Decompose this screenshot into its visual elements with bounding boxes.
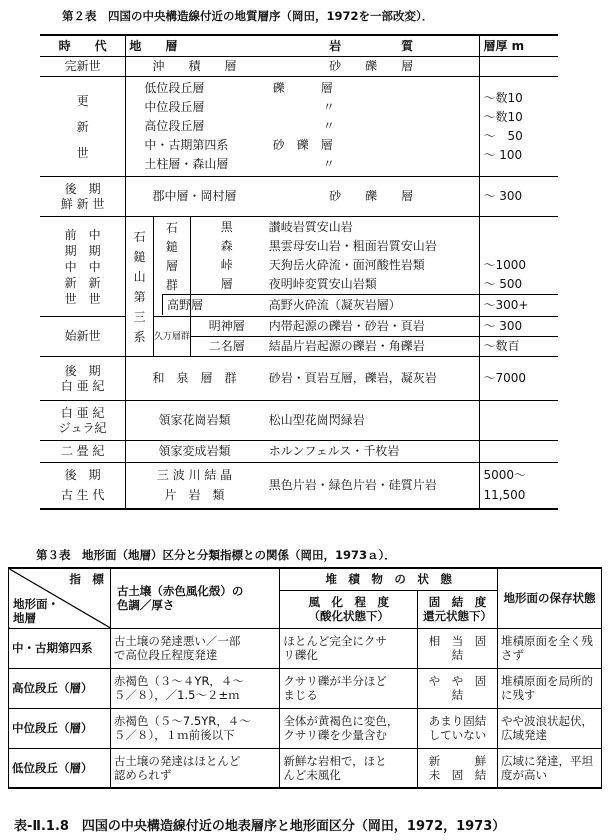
rock-line: 礫 層	[272, 81, 333, 95]
rock-line: 砂 礫 層	[272, 138, 333, 152]
rock-line: 〃	[322, 100, 335, 114]
table-row	[40, 177, 558, 217]
thickness-line: 〜 500	[483, 277, 523, 291]
group-char: 鎚	[165, 240, 178, 254]
paleosol-cell: 赤褐色（５〜7.5YR，４〜 ５／８），１ｍ前後以下	[110, 708, 279, 748]
era-cell	[40, 463, 126, 509]
group-char: 石	[133, 229, 146, 244]
consolidation-header: 固 結 度 還元状態下）	[418, 590, 498, 628]
header-era: 時 代	[40, 35, 126, 57]
thickness-cell	[480, 401, 558, 441]
header-rock: 岩 質	[263, 35, 480, 57]
era-char: 新	[76, 119, 89, 134]
consolidation-cell: や や 固 結	[418, 668, 498, 708]
era-char: 世	[76, 145, 89, 160]
stratum-cell	[126, 77, 263, 177]
rock-line: 内帯起源の礫岩・砂岩・頁岩	[268, 319, 425, 333]
corner-header	[9, 568, 111, 628]
thickness-line: 〜数百	[480, 336, 558, 356]
thickness-line: 〜1000	[483, 258, 526, 272]
era-line: 古 生 代	[60, 488, 105, 503]
stratum-line: 高位段丘層	[144, 119, 205, 133]
stratum-line: 高野層	[162, 294, 263, 315]
stratum-cell: 領家花崗岩類	[126, 401, 263, 441]
stratum-cell: 沖 積 層	[126, 57, 263, 77]
table-header-row	[9, 568, 602, 590]
table-row	[9, 708, 602, 748]
era-line: 期 期	[64, 243, 101, 258]
stratum-char: 層	[220, 277, 233, 291]
era-cell: 始新世	[40, 317, 126, 357]
thickness-cell	[480, 57, 558, 77]
table-row	[9, 628, 602, 668]
group-char: 群	[165, 278, 178, 292]
group-char: 三	[133, 309, 146, 324]
paleosol-header: 古土壌（赤色風化殻）の 色調／厚さ	[110, 568, 279, 628]
weathering-cell: ほとんど完全にクサ リ礫化	[280, 628, 418, 668]
stratum-line: 土柱層・森山層	[144, 157, 229, 171]
paleosol-cell: 古土壌の発達悪い／一部 で高位段丘程度発達	[110, 628, 279, 668]
consolidation-cell: 相 当 固 結	[418, 628, 498, 668]
group-char: 系	[133, 329, 146, 344]
thickness-line: 〜数10	[483, 90, 523, 105]
stratum-char: 黒	[220, 220, 233, 234]
table-row	[40, 317, 558, 357]
group-char: 第	[133, 289, 146, 304]
surface-cell: 中位段丘（層）	[9, 708, 111, 748]
rock-cell	[263, 317, 480, 357]
table-row	[40, 357, 558, 401]
era-line: ジュラ紀	[58, 420, 107, 435]
stratum-char: 森	[220, 239, 233, 253]
era-line: 白 亜 紀	[60, 405, 105, 420]
stratum-char: 峠	[220, 258, 233, 272]
consolidation-cell: あまり固結 していない	[418, 708, 498, 748]
preservation-cell: 堆積原面を全く残 さず	[497, 628, 601, 668]
rock-line: 高野火砕流（凝灰岩層）	[263, 294, 480, 315]
header-thickness: 層厚 m	[480, 35, 558, 57]
stratum-cell: 郡中層・岡村層	[126, 177, 263, 217]
preservation-cell: 広域に発達，平坦 度が高い	[497, 748, 601, 788]
era-cell	[40, 77, 126, 177]
deposit-header: 堆 積 物 の 状 態	[280, 568, 498, 590]
paleosol-cell: 赤褐色（３〜４YR，４〜 ５／８），／1.5〜２±ｍ	[110, 668, 279, 708]
thickness-cell	[480, 77, 558, 177]
stratum-line: 中位段丘層	[144, 100, 205, 114]
rock-line: 天狗岳火砕流・面河酸性岩類	[268, 258, 425, 272]
thickness-cell: 〜 300	[480, 177, 558, 217]
rock-cell	[263, 217, 480, 317]
stratum-line: 中・古期第四系	[144, 138, 229, 152]
table3-caption: 第３表 地形面（地層）区分と分類指標との関係（岡田，1973ａ）．	[36, 548, 396, 562]
rock-line: 〃	[322, 119, 335, 133]
stratum-cell	[190, 317, 262, 357]
preservation-header: 地形面の保存状態	[497, 568, 601, 628]
stratum-line: 片 岩 類	[164, 488, 225, 503]
preservation-cell: やや波浪状起伏， 広域発達	[497, 708, 601, 748]
stratum-cell: 和 泉 層 群	[126, 357, 263, 401]
rock-line: 夜明峠変質安山岩類	[268, 277, 377, 291]
rock-line: 黒雲母安山岩・粗面岩質安山岩	[268, 239, 437, 253]
rock-line: 讃岐岩質安山岩	[268, 220, 353, 234]
era-line: 後 期	[64, 468, 101, 483]
era-cell: 完新世	[40, 57, 126, 77]
table2-caption: 第２表 四国の中央構造線付近の地質層序（岡田，1972を一部改変）．	[62, 9, 434, 23]
table-header-row	[40, 35, 558, 57]
thickness-line: 〜 100	[483, 147, 523, 162]
era-cell: 二 畳 紀	[40, 441, 126, 463]
table-row	[40, 57, 558, 77]
index-label: 指 標	[69, 572, 104, 586]
rock-cell: ホルンフェルス・千枚岩	[263, 441, 480, 463]
surface-cell: 低位段丘（層）	[9, 748, 111, 788]
table-row	[40, 77, 558, 177]
thickness-cell	[480, 463, 558, 509]
figure-footer: 表-Ⅱ.1.8 四国の中央構造線付近の地表層序と地形面区分（岡田，1972，1973）	[14, 819, 506, 834]
kuma-group-cell: 久万層群	[153, 317, 190, 357]
surface-label: 地形面・ 地層	[13, 596, 59, 625]
surface-cell: 中・古期第四系	[9, 628, 111, 668]
stratum-cell	[166, 217, 262, 317]
table-row	[9, 668, 602, 708]
weathering-header: 風 化 程 度 （酸化状態下）	[280, 590, 418, 628]
era-cell	[40, 401, 126, 441]
stratum-line: 低位段丘層	[144, 81, 205, 95]
rock-cell	[263, 77, 480, 177]
stratum-line: 二名層	[191, 336, 263, 356]
rock-cell: 砂 礫 層	[263, 177, 480, 217]
era-cell	[40, 217, 126, 317]
rock-cell: 砂岩・頁岩互層，礫岩，凝灰岩	[263, 357, 480, 401]
stratum-line: 明神層	[208, 319, 245, 333]
era-line: 後 期	[64, 181, 101, 196]
ishizuchi-series-cell	[126, 217, 154, 357]
era-line: 白 亜 紀	[60, 378, 105, 393]
weathering-cell: 全体が黄褐色に変色， クサリ礫を少量含む	[280, 708, 418, 748]
rock-cell: 松山型花崗閃緑岩	[263, 401, 480, 441]
thickness-line: 〜 300	[483, 319, 523, 333]
era-line: 新 新	[64, 275, 101, 290]
rock-line: 結晶片岩起源の礫岩・角礫岩	[263, 336, 480, 356]
rock-line: 〃	[322, 157, 335, 171]
stratum-cell	[126, 463, 263, 509]
thickness-line: 〜300+	[480, 294, 558, 315]
era-line: 後 期	[64, 363, 101, 378]
table-row	[40, 401, 558, 441]
preservation-cell: 堆積原面を局所的 に残す	[497, 668, 601, 708]
landform-table	[8, 567, 602, 789]
thickness-line: 〜数10	[483, 109, 523, 124]
table-row	[40, 441, 558, 463]
table-row	[9, 748, 602, 788]
thickness-cell	[480, 217, 558, 317]
rock-cell: 砂 礫 層	[263, 57, 480, 77]
rock-cell: 黒色片岩・緑色片岩・硅質片岩	[263, 463, 480, 509]
thickness-cell	[480, 441, 558, 463]
table-row	[40, 463, 558, 509]
era-cell	[40, 357, 126, 401]
header-stratum: 地 層	[126, 35, 263, 57]
thickness-cell	[480, 317, 558, 357]
group-char: 層	[165, 259, 178, 273]
era-line: 前 中	[64, 227, 101, 242]
paleosol-cell: 古土壌の発達はほとんど 認められず	[110, 748, 279, 788]
consolidation-cell: 新 鮮 未 固 結	[418, 748, 498, 788]
era-line: 中 中	[64, 259, 101, 274]
thickness-line: 5000〜	[483, 468, 526, 483]
group-char: 鎚	[133, 249, 146, 264]
weathering-cell: 新鮮な岩相で，ほと んど未風化	[280, 748, 418, 788]
thickness-line: 〜 50	[483, 128, 523, 143]
era-line: 世 世	[64, 291, 101, 306]
surface-cell: 高位段丘（層）	[9, 668, 111, 708]
era-line: 鮮 新 世	[60, 196, 105, 211]
thickness-cell: 〜7000	[480, 357, 558, 401]
thickness-line: 11,500	[483, 488, 526, 503]
weathering-cell: クサリ礫が半分ほど まじる	[280, 668, 418, 708]
group-char: 石	[165, 221, 178, 235]
stratigraphy-table	[40, 34, 558, 510]
stratum-cell: 領家変成岩類	[126, 441, 263, 463]
stratum-line: 三 波 川 結 晶	[156, 468, 233, 483]
era-cell	[40, 177, 126, 217]
table-row	[40, 217, 558, 317]
group-char: 山	[133, 269, 146, 284]
era-char: 更	[76, 93, 89, 108]
